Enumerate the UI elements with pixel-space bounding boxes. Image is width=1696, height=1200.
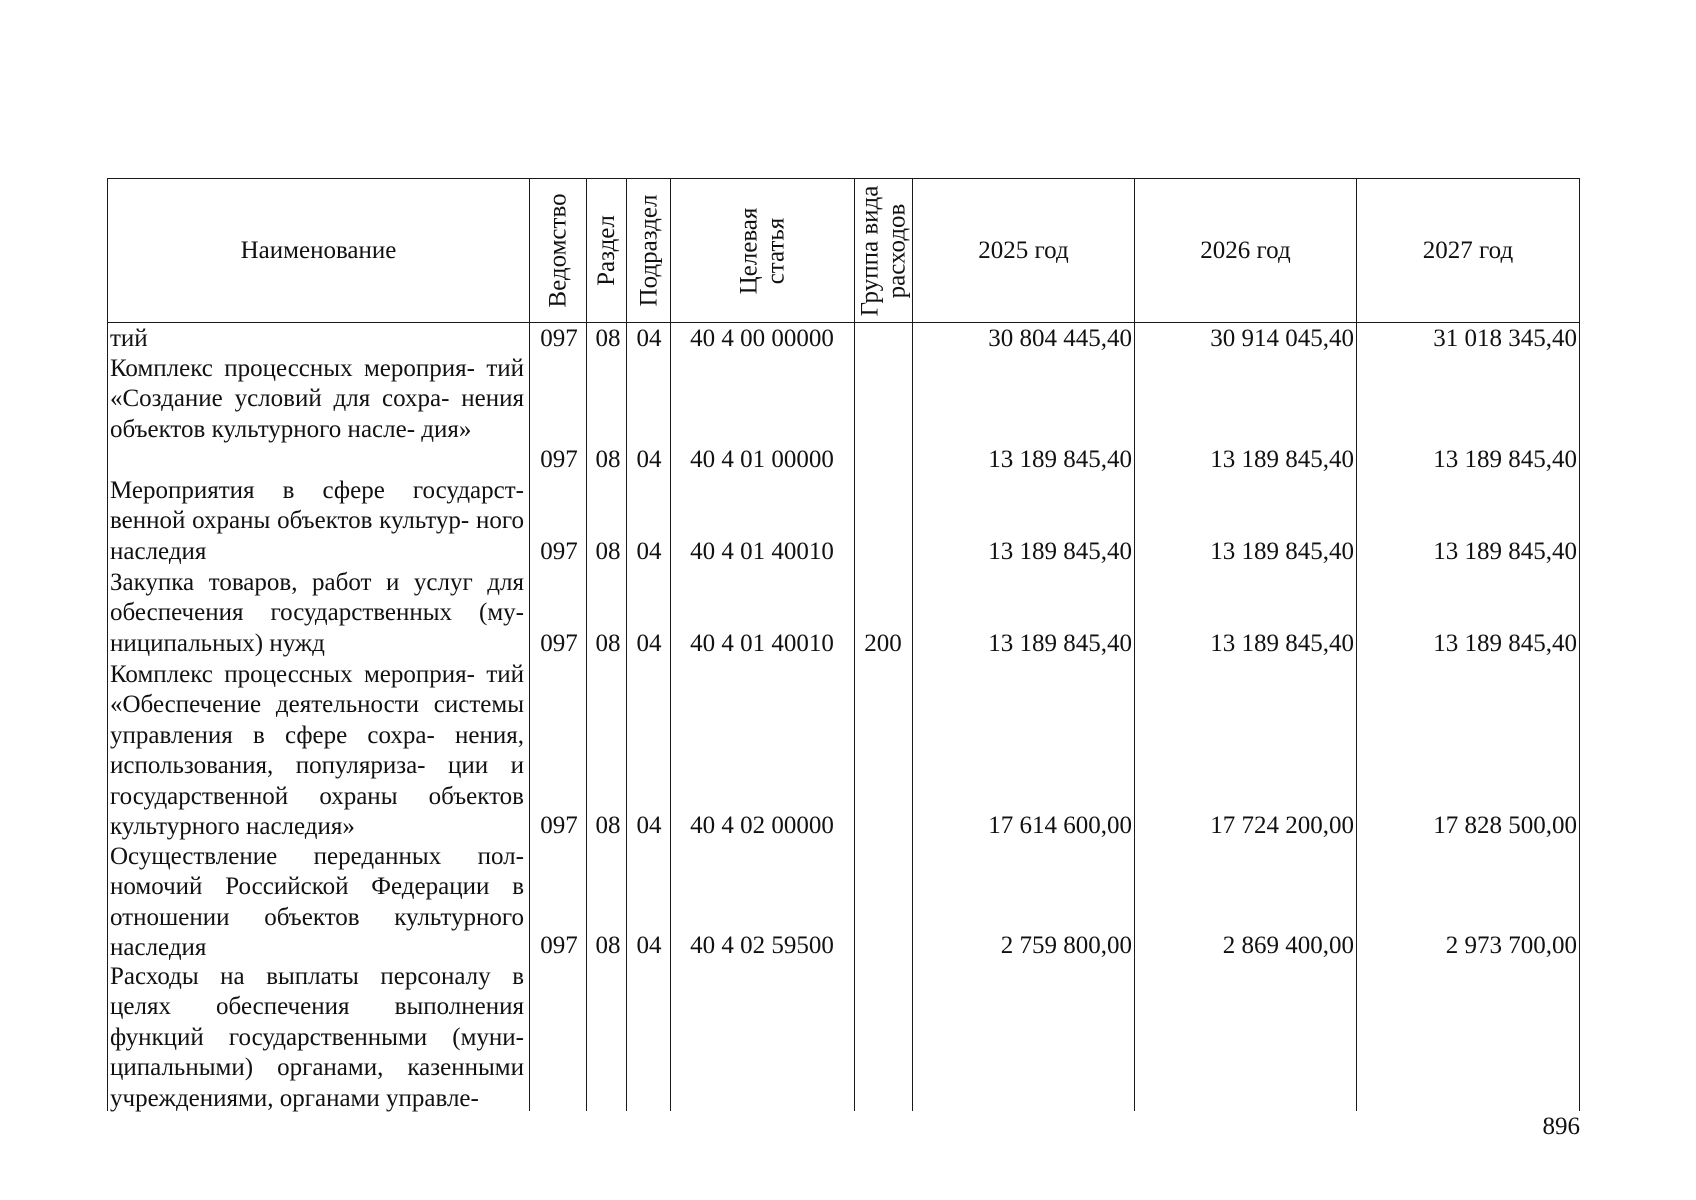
row-razdel: 08 [595, 630, 621, 657]
row-celevaya: 40 4 02 59500 [690, 932, 834, 959]
row-razdel: 08 [595, 538, 621, 565]
row-name: Комплекс процессных мероприя- тий «Создание условий для сохра- нения объектов культурного насле- дия» [110, 355, 524, 443]
row-2026: 30 914 045,40 [1210, 325, 1354, 352]
header-bottom-border [107, 322, 1579, 323]
row-2026: 2 869 400,00 [1222, 932, 1354, 959]
row-podrazdel: 04 [636, 630, 662, 657]
row-vedomstvo: 097 [540, 538, 578, 565]
row-2027: 2 973 700,00 [1445, 932, 1577, 959]
header-vedomstvo: Ведомство [544, 193, 572, 308]
row-podrazdel: 04 [636, 325, 662, 352]
row-celevaya: 40 4 00 00000 [690, 325, 834, 352]
header-gruppa-vida-rashodov: Группа вида расходов [856, 185, 911, 316]
header-name: Наименование [240, 236, 397, 264]
row-2026: 17 724 200,00 [1210, 812, 1354, 839]
row-2026: 13 189 845,40 [1210, 630, 1354, 657]
row-2025: 2 759 800,00 [1000, 932, 1132, 959]
row-razdel: 08 [595, 812, 621, 839]
row-celevaya: 40 4 01 00000 [690, 446, 834, 473]
row-2025: 17 614 600,00 [988, 812, 1132, 839]
row-razdel: 08 [595, 325, 621, 352]
row-2025: 13 189 845,40 [988, 630, 1132, 657]
row-vedomstvo: 097 [540, 932, 578, 959]
row-2025: 30 804 445,40 [988, 325, 1132, 352]
row-razdel: 08 [595, 932, 621, 959]
row-podrazdel: 04 [636, 812, 662, 839]
row-2027: 13 189 845,40 [1433, 446, 1577, 473]
header-2027: 2027 год [1422, 236, 1514, 264]
col-border-9 [1579, 178, 1580, 1111]
row-name: тий [110, 325, 148, 352]
row-celevaya: 40 4 02 00000 [690, 812, 834, 839]
header-celevaya-statya: Целевая статья [735, 207, 790, 294]
row-celevaya: 40 4 01 40010 [690, 630, 834, 657]
page-number: 896 [1542, 1113, 1580, 1140]
row-podrazdel: 04 [636, 538, 662, 565]
row-2027: 13 189 845,40 [1433, 538, 1577, 565]
row-vedomstvo: 097 [540, 630, 578, 657]
row-name: Комплекс процессных мероприя- тий «Обеспечение деятельности системы управления в сфере сохра- нения, использования, популяриза- ции и государственной охраны объектов культурного наследия» [110, 661, 524, 841]
row-vedomstvo: 097 [540, 446, 578, 473]
header-razdel: Раздел [593, 215, 620, 286]
row-2027: 17 828 500,00 [1433, 812, 1577, 839]
row-gruppa: 200 [864, 630, 902, 657]
header-2025: 2025 год [978, 236, 1069, 264]
row-vedomstvo: 097 [540, 325, 578, 352]
row-celevaya: 40 4 01 40010 [690, 538, 834, 565]
row-name: Закупка товаров, работ и услуг для обеспечения государственных (му- ниципальных) нужд [110, 569, 524, 657]
row-2027: 31 018 345,40 [1433, 325, 1577, 352]
row-name: Мероприятия в сфере государст- венной охраны объектов культур- ного наследия [110, 477, 524, 565]
row-2025: 13 189 845,40 [988, 446, 1132, 473]
row-2026: 13 189 845,40 [1210, 538, 1354, 565]
row-2027: 13 189 845,40 [1433, 630, 1577, 657]
header-podrazdel: Подраздел [635, 194, 662, 307]
row-podrazdel: 04 [636, 932, 662, 959]
row-2026: 13 189 845,40 [1210, 446, 1354, 473]
row-2025: 13 189 845,40 [988, 538, 1132, 565]
header-2026: 2026 год [1200, 236, 1291, 264]
row-name: Расходы на выплаты персоналу в целях обеспечения выполнения функций государственными (муни- ципальными) органами, казенными учреждениями, органами управле- [110, 963, 524, 1112]
row-name: Осуществление переданных пол- номочий Российской Федерации в отношении объектов культурного наследия [110, 843, 524, 962]
row-vedomstvo: 097 [540, 812, 578, 839]
row-podrazdel: 04 [636, 446, 662, 473]
row-razdel: 08 [595, 446, 621, 473]
